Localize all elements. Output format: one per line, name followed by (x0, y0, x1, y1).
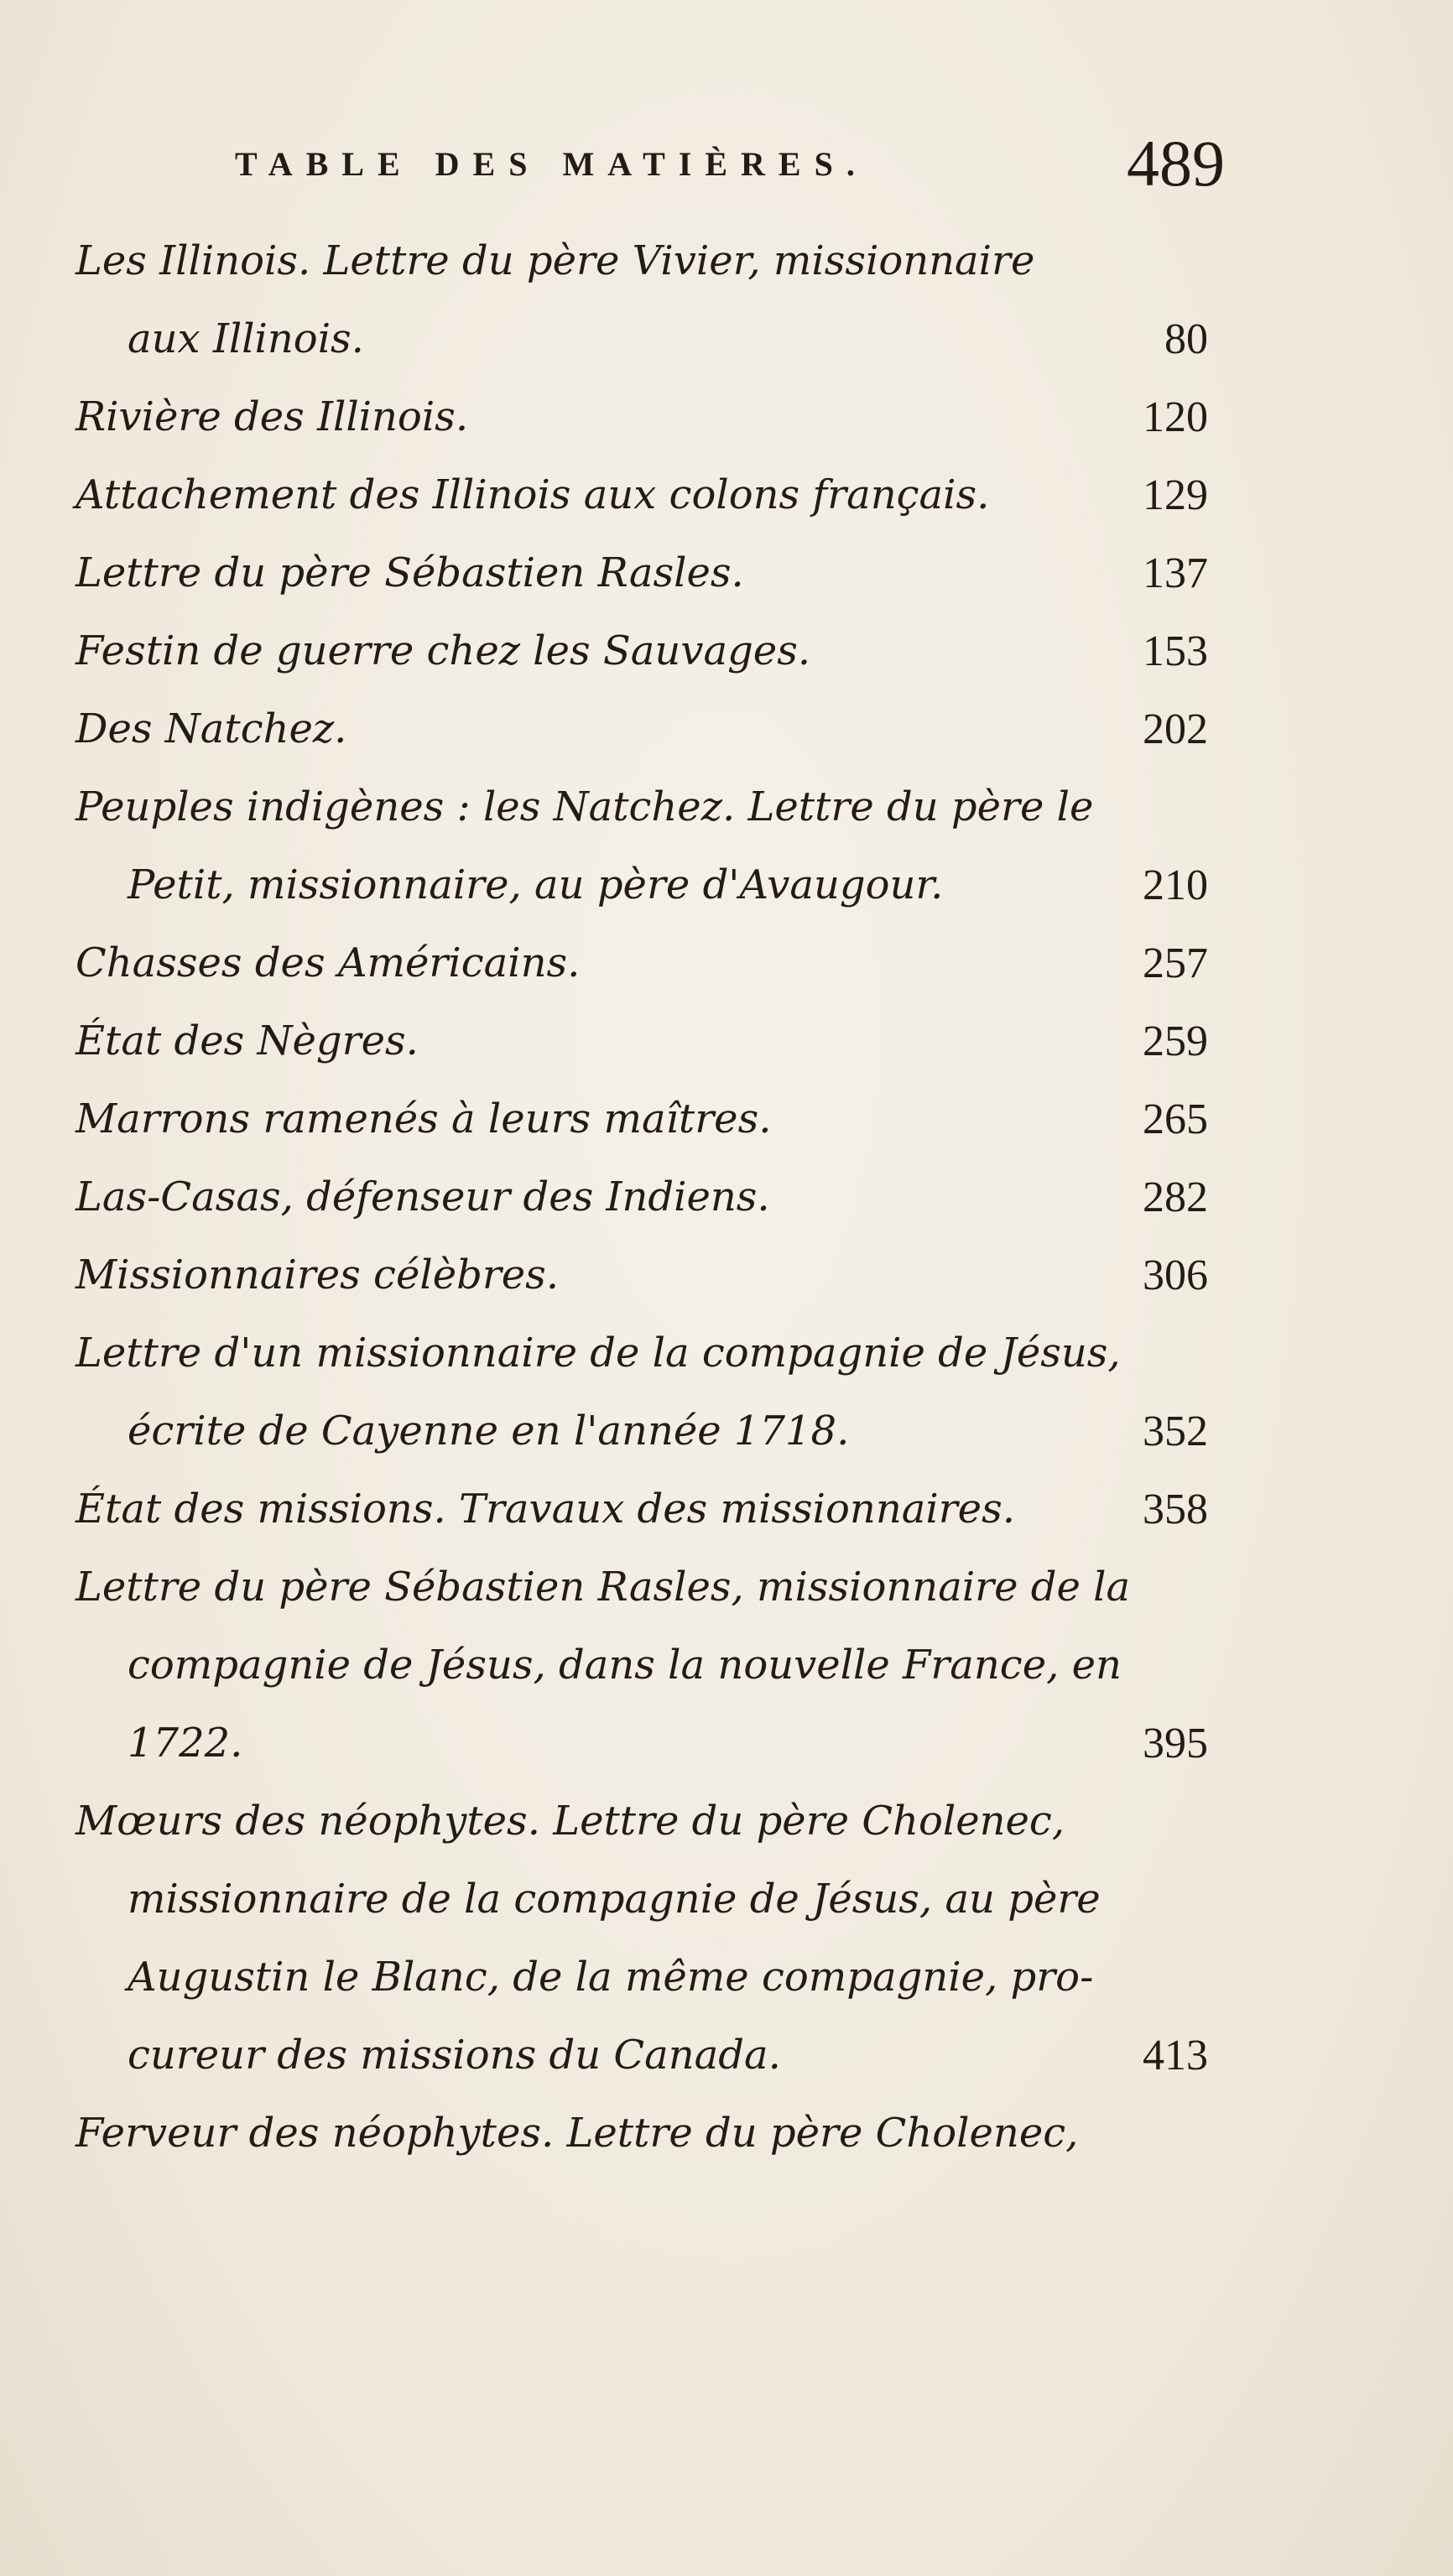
toc-entry-text: État des Nègres. (76, 1017, 419, 1064)
toc-line (76, 690, 1208, 768)
header-title: TABLE DES MATIÈRES. (235, 145, 868, 183)
toc-entry-text: Lettre du père Sébastien Rasles. (76, 549, 744, 596)
toc-page-number: 80 (1164, 315, 1208, 363)
toc-entry-text: Attachement des Illinois aux colons français. (76, 471, 990, 518)
toc-line (76, 612, 1208, 690)
toc-page-number: 153 (1143, 627, 1208, 675)
toc-line (76, 1939, 1208, 2017)
toc-line (76, 456, 1208, 534)
toc-page-number: 210 (1143, 861, 1208, 909)
toc-entry-text: Las-Casas, défenseur des Indiens. (76, 1174, 770, 1220)
toc-line (76, 378, 1208, 456)
toc-entry-text: écrite de Cayenne en l'année 1718. (128, 1408, 850, 1455)
toc-line (76, 846, 1208, 924)
toc-line (76, 1782, 1208, 1860)
toc-entry-text: Les Illinois. Lettre du père Vivier, missionnaire (76, 237, 1035, 284)
toc-page-number: 257 (1143, 939, 1208, 987)
toc-line (76, 1002, 1208, 1080)
toc-line (76, 1548, 1208, 1626)
toc-page-number: 265 (1143, 1095, 1208, 1143)
toc-entry-text: Festin de guerre chez les Sauvages. (76, 627, 811, 674)
toc-line (76, 924, 1208, 1002)
toc-page-number: 352 (1143, 1408, 1208, 1455)
toc-entry-text: cureur des missions du Canada. (128, 2032, 781, 2079)
toc-page-number: 120 (1143, 393, 1208, 441)
toc-entry-text: Peuples indigènes : les Natchez. Lettre du père le (76, 783, 1094, 830)
toc-entry-text: Chasses des Américains. (76, 939, 581, 986)
toc-line (76, 768, 1208, 846)
toc-line (76, 1860, 1208, 1939)
toc-entry-text: compagnie de Jésus, dans la nouvelle France, en (128, 1642, 1122, 1689)
toc-line (76, 1470, 1208, 1548)
toc-page-number: 306 (1143, 1252, 1208, 1299)
toc-entry-text: 1722. (128, 1720, 243, 1767)
toc-entry-text: Des Natchez. (76, 705, 347, 752)
toc-page-number: 259 (1143, 1017, 1208, 1065)
toc-line (76, 2095, 1208, 2173)
toc-entry-text: aux Illinois. (128, 315, 364, 362)
toc-page-number: 413 (1143, 2032, 1208, 2079)
toc-line (76, 1704, 1208, 1782)
toc-entry-text: Ferveur des néophytes. Lettre du père Cholenec, (76, 2110, 1079, 2157)
toc-line (76, 2017, 1208, 2095)
toc-entry-text: Marrons ramenés à leurs maîtres. (76, 1095, 772, 1142)
toc-page-number: 137 (1143, 549, 1208, 597)
toc-line (76, 1314, 1208, 1392)
toc-page-number: 358 (1143, 1486, 1208, 1533)
toc-entry-text: Petit, missionnaire, au père d'Avaugour. (128, 861, 944, 908)
toc-line (76, 1158, 1208, 1236)
toc-entry-text: Mœurs des néophytes. Lettre du père Cholenec, (76, 1798, 1065, 1845)
toc-page-number: 395 (1143, 1720, 1208, 1767)
toc-entry-text: Lettre d'un missionnaire de la compagnie de Jésus, (76, 1330, 1121, 1376)
toc-entry-text: Rivière des Illinois. (76, 393, 469, 440)
toc-entry-text: Missionnaires célèbres. (76, 1252, 560, 1298)
toc-entry-text: Lettre du père Sébastien Rasles, missionnaire de la (76, 1564, 1131, 1611)
toc-page-number: 282 (1143, 1174, 1208, 1221)
toc-page-number: 129 (1143, 471, 1208, 519)
toc-entry-text: missionnaire de la compagnie de Jésus, au père (128, 1876, 1101, 1923)
page-number: 489 (1127, 127, 1225, 200)
toc-line (76, 1626, 1208, 1704)
toc-page-number: 202 (1143, 705, 1208, 753)
toc-entry-text: État des missions. Travaux des missionnaires. (76, 1486, 1015, 1533)
toc-line (76, 300, 1208, 378)
running-header (235, 126, 1225, 201)
toc-line (76, 222, 1208, 300)
toc-line (76, 1236, 1208, 1314)
toc-line (76, 534, 1208, 612)
toc-entry-text: Augustin le Blanc, de la même compagnie, pro- (128, 1954, 1094, 2001)
table-of-contents (76, 222, 1208, 2173)
toc-line (76, 1080, 1208, 1158)
toc-line (76, 1392, 1208, 1470)
